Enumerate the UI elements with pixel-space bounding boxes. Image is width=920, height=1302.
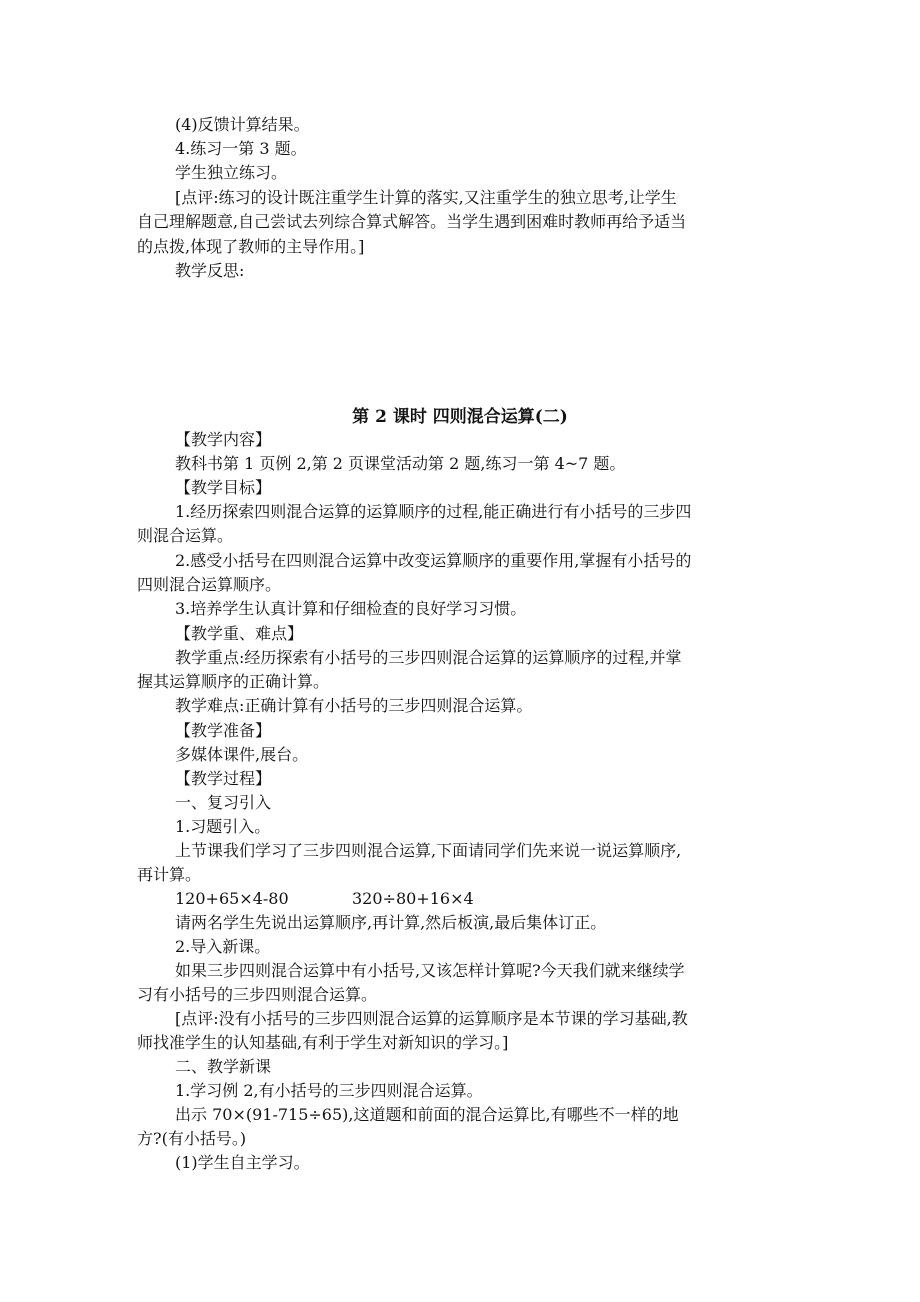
goal-line: 则混合运算。 — [137, 526, 234, 545]
subsection-heading: 二、教学新课 — [175, 1057, 272, 1076]
comment-line: [点评:没有小括号的三步四则混合运算的运算顺序是本节课的学习基础,教 — [175, 1009, 688, 1028]
key-point-line: 握其运算顺序的正确计算。 — [137, 672, 330, 691]
comment-line: [点评:练习的设计既注重学生计算的落实,又注重学生的独立思考,让学生 — [175, 188, 677, 207]
paragraph-line: 习有小括号的三步四则混合运算。 — [137, 985, 378, 1004]
key-point-line: 教学重点:经历探索有小括号的三步四则混合运算的运算顺序的过程,并掌 — [175, 648, 682, 667]
subsection-heading: 一、复习引入 — [175, 793, 272, 812]
teaching-reflection-label: 教学反思: — [175, 261, 245, 280]
step-4-feedback: (4)反馈计算结果。 — [175, 115, 310, 134]
goal-line: 3.培养学生认真计算和仔细检查的良好学习习惯。 — [175, 599, 527, 618]
goal-line: 2.感受小括号在四则混合运算中改变运算顺序的重要作用,掌握有小括号的 — [175, 551, 692, 570]
expression-b: 320÷80+16×4 — [352, 889, 474, 908]
paragraph-line: 如果三步四则混合运算中有小括号,又该怎样计算呢?今天我们就来继续学 — [175, 961, 685, 980]
lesson-title: 第 2 课时 四则混合运算(二) — [352, 407, 568, 427]
step-sub-item: (1)学生自主学习。 — [175, 1153, 310, 1172]
section-heading: 【教学目标】 — [175, 478, 272, 497]
comment-line: 的点拨,体现了教师的主导作用。] — [137, 237, 365, 256]
paragraph-line: 出示 70×(91-715÷65),这道题和前面的混合运算比,有哪些不一样的地 — [175, 1105, 679, 1124]
comment-line: 自己理解题意,自己尝试去列综合算式解答。当学生遇到困难时教师再给予适当 — [137, 212, 687, 231]
section-heading: 【教学准备】 — [175, 721, 272, 740]
paragraph: 多媒体课件,展台。 — [175, 745, 309, 764]
difficulty-line: 教学难点:正确计算有小括号的三步四则混合运算。 — [175, 696, 533, 715]
step-heading: 1.学习例 2,有小括号的三步四则混合运算。 — [175, 1081, 483, 1100]
paragraph-line: 上节课我们学习了三步四则混合运算,下面请同学们先来说一说运算顺序, — [175, 841, 682, 860]
goal-line: 1.经历探索四则混合运算的运算顺序的过程,能正确进行有小括号的三步四 — [175, 502, 692, 521]
step-heading: 1.习题引入。 — [175, 817, 271, 836]
step-heading: 2.导入新课。 — [175, 937, 271, 956]
comment-line: 师找准学生的认知基础,有利于学生对新知识的学习。] — [137, 1033, 509, 1052]
paragraph-line: 方?(有小括号。) — [137, 1129, 247, 1148]
section-heading: 【教学过程】 — [175, 769, 272, 788]
section-heading: 【教学内容】 — [175, 430, 272, 449]
paragraph-line: 再计算。 — [137, 865, 202, 884]
paragraph: 请两名学生先说出运算顺序,再计算,然后板演,最后集体订正。 — [175, 913, 607, 932]
expression-a: 120+65×4-80 — [175, 889, 289, 908]
exercise-item: 4.练习一第 3 题。 — [175, 139, 307, 158]
goal-line: 四则混合运算顺序。 — [137, 575, 282, 594]
paragraph: 学生独立练习。 — [175, 163, 288, 182]
section-heading: 【教学重、难点】 — [175, 624, 304, 643]
paragraph: 教科书第 1 页例 2,第 2 页课堂活动第 2 题,练习一第 4~7 题。 — [175, 454, 626, 473]
